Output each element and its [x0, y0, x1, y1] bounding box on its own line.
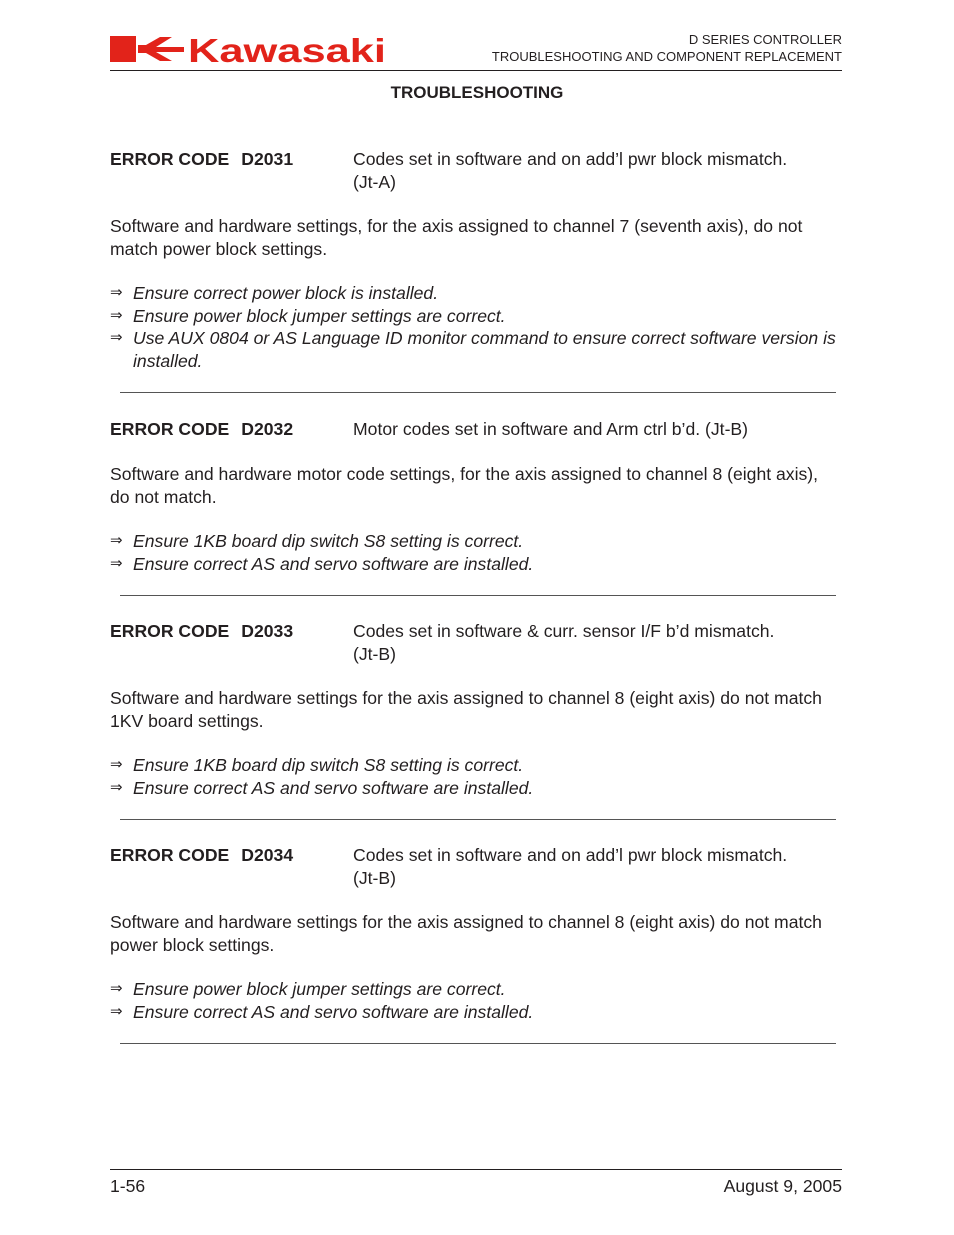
error-explanation: Software and hardware settings for the axis assigned to channel 8 (eight axis) do not match 1KV board settings. [110, 688, 822, 731]
error-code-row [110, 418, 842, 441]
implies-arrow-icon: ⇒ [110, 306, 123, 324]
divider-rule [120, 595, 836, 596]
running-header [492, 31, 842, 65]
remedy-item: ⇒ Ensure correct AS and servo software are installed. [110, 553, 534, 574]
error-code-label: ERROR CODE D2033 [110, 621, 294, 641]
header-line-2: TROUBLESHOOTING AND COMPONENT REPLACEMENT [491, 49, 842, 64]
remedy-item: ⇒ Ensure 1KB board dip switch S8 setting is correct. [110, 531, 524, 551]
remedy-item: ⇒ Ensure power block jumper settings are correct. [110, 305, 506, 326]
remedy-item: ⇒ Use AUX 0804 or AS Language ID monitor command to ensure correct software version is installed. [110, 328, 836, 371]
divider-rule [120, 392, 836, 393]
remedy-list [110, 754, 842, 799]
remedy-item: ⇒ Ensure correct AS and servo software are installed. [110, 1001, 534, 1022]
error-code-number: D2032 [241, 419, 294, 439]
error-code-number: D2031 [241, 149, 294, 169]
error-explanation: Software and hardware settings, for the axis assigned to channel 7 (seventh axis), do not match power block settings. [110, 216, 803, 259]
error-entry-d2034 [110, 844, 842, 1023]
error-code-row [110, 844, 842, 889]
implies-arrow-icon: ⇒ [110, 532, 123, 549]
implies-arrow-icon: ⇒ [110, 756, 123, 773]
error-code-description: Motor codes set in software and Arm ctrl b’d. (Jt-B) [353, 419, 749, 439]
remedy-item: ⇒ Ensure correct AS and servo software are installed. [110, 777, 534, 798]
remedy-item: ⇒ Ensure correct power block is installed. [110, 283, 439, 303]
divider-rule [120, 1043, 836, 1044]
remedy-list [110, 282, 842, 372]
river-mark-icon [110, 36, 184, 62]
remedy-list [110, 530, 842, 575]
error-explanation: Software and hardware motor code settings, for the axis assigned to channel 8 (eight axis), do not match. [110, 464, 819, 507]
implies-arrow-icon: ⇒ [110, 980, 123, 997]
header-line-1: D SERIES CONTROLLER [688, 32, 842, 47]
error-entry-d2033 [110, 620, 842, 799]
section-title: TROUBLESHOOTING [390, 83, 564, 102]
error-explanation: Software and hardware settings for the axis assigned to channel 8 (eight axis) do not match power block settings. [110, 912, 822, 955]
remedy-list [110, 978, 842, 1023]
error-code-label: ERROR CODE D2034 [110, 845, 294, 865]
brand-wordmark: Kawasaki [188, 33, 386, 65]
error-code-number: D2033 [241, 621, 294, 641]
error-code-label: ERROR CODE D2032 [110, 419, 294, 439]
implies-arrow-icon: ⇒ [110, 554, 123, 572]
remedy-item: ⇒ Ensure power block jumper settings are correct. [110, 979, 506, 999]
revision-date: August 9, 2005 [723, 1176, 842, 1196]
page-number: 1-56 [110, 1176, 146, 1196]
error-code-description: Codes set in software & curr. sensor I/F b’d mismatch. (Jt-B) [353, 621, 775, 664]
implies-arrow-icon: ⇒ [110, 778, 123, 796]
error-code-description: Codes set in software and on add’l pwr block mismatch. (Jt-A) [353, 149, 788, 192]
header-rule [110, 70, 842, 71]
implies-arrow-icon: ⇒ [110, 329, 123, 346]
kawasaki-logo [110, 33, 390, 65]
footer-rule [110, 1169, 842, 1170]
error-entry-d2031 [110, 148, 842, 372]
implies-arrow-icon: ⇒ [110, 1002, 123, 1020]
remedy-item: ⇒ Ensure 1KB board dip switch S8 setting is correct. [110, 755, 524, 775]
error-code-row [110, 620, 842, 665]
error-code-number: D2034 [241, 845, 294, 865]
error-code-label: ERROR CODE D2031 [110, 149, 294, 169]
error-entry-d2032 [110, 418, 842, 575]
error-code-description: Codes set in software and on add’l pwr block mismatch. (Jt-B) [353, 845, 788, 888]
error-code-row [110, 148, 842, 193]
divider-rule [120, 819, 836, 820]
implies-arrow-icon: ⇒ [110, 284, 123, 301]
